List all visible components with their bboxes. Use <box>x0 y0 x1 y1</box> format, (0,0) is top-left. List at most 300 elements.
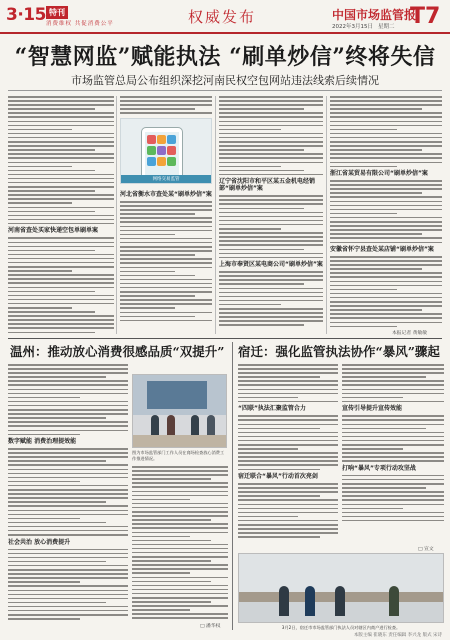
body-text-line <box>120 213 195 215</box>
special-issue-badge: 特刊 <box>46 6 68 19</box>
wenzhou-author: □ 潘华权 <box>200 624 221 629</box>
body-text-line <box>8 186 114 188</box>
body-text-line <box>330 229 442 231</box>
body-text-line <box>342 436 444 438</box>
body-text-line <box>120 299 212 301</box>
wenzhou-photo-caption: 图为市场监管部门工作人员在商场检查放心消费工作推进情况。 <box>132 450 225 461</box>
body-text-line <box>8 477 128 479</box>
body-text-line <box>330 121 442 123</box>
body-text-line <box>330 305 442 307</box>
body-text-line <box>330 281 442 283</box>
body-text-line <box>219 208 304 210</box>
body-text-line <box>219 300 323 302</box>
body-text-line <box>238 483 338 485</box>
body-text-line <box>330 184 442 186</box>
body-text-line <box>330 326 397 328</box>
body-text-line <box>330 317 442 319</box>
body-text-line <box>219 220 323 222</box>
body-text-line <box>238 444 338 446</box>
body-text-line <box>330 188 442 190</box>
body-text-line <box>8 270 72 272</box>
body-text-line <box>8 364 128 366</box>
body-text-line <box>342 448 403 450</box>
body-text-line <box>342 384 444 386</box>
body-text-line <box>219 203 323 205</box>
page-footer-credits: 本版主编 崔晓东 责任编辑 李兴龙 版式 宋诗 <box>353 633 442 638</box>
body-text-line <box>8 434 80 436</box>
body-text-line <box>120 275 195 277</box>
body-text-line <box>8 108 95 110</box>
body-text-line <box>132 499 190 501</box>
body-text-line <box>330 112 442 114</box>
suqian-subhead-2: 宿迁联合“暴风”行动首次亮剑 <box>238 473 318 481</box>
body-text-line <box>219 308 323 310</box>
body-text-line <box>8 618 80 620</box>
body-text-line <box>219 170 304 172</box>
body-text-line <box>342 380 444 382</box>
body-text-line <box>8 469 128 471</box>
body-text-line <box>342 483 444 485</box>
body-text-line <box>8 526 128 528</box>
body-text-line <box>219 312 323 314</box>
body-text-line <box>8 287 114 289</box>
body-text-line <box>330 217 442 219</box>
top-story-column-2-head <box>120 96 212 116</box>
body-text-line <box>120 262 212 264</box>
body-text-line <box>8 274 114 276</box>
body-text-line <box>8 372 128 374</box>
body-text-line <box>132 581 211 583</box>
body-text-line <box>8 565 128 567</box>
body-text-line <box>8 299 114 301</box>
suqian-headline: 宿迁：强化监管执法协作“暴风”骤起 <box>238 344 440 359</box>
body-text-line <box>8 510 128 512</box>
body-text-line <box>8 397 80 399</box>
body-text-line <box>330 272 442 274</box>
body-text-line <box>342 424 444 426</box>
body-text-line <box>8 460 106 462</box>
body-text-line <box>120 100 212 102</box>
body-text-line <box>8 145 114 147</box>
body-text-line <box>330 233 422 235</box>
suqian-author: □ 宣文 <box>418 547 434 552</box>
body-text-line <box>132 556 228 558</box>
body-text-line <box>8 174 114 176</box>
body-text-line <box>132 544 228 546</box>
wenzhou-subhead-1: 数字赋能 消费治理提效能 <box>8 438 77 446</box>
body-text-line <box>8 417 106 419</box>
body-text-line <box>238 504 338 506</box>
body-text-line <box>8 137 114 139</box>
body-text-line <box>8 505 128 507</box>
column-separator <box>215 96 216 334</box>
body-text-line <box>120 287 212 289</box>
body-text-line <box>330 205 442 207</box>
body-text-line <box>132 507 228 509</box>
box-title-hebei: 河北省衡水市查处某“刷单炒信”案 <box>120 191 212 198</box>
body-text-line <box>238 397 298 399</box>
body-text-line <box>219 112 323 114</box>
body-text-line <box>219 96 323 98</box>
box-title-zhejiang: 浙江省某贸易有限公司“刷单炒信”案 <box>330 170 428 178</box>
body-text-line <box>120 96 212 98</box>
body-text-line <box>8 602 106 604</box>
body-text-line <box>219 244 323 246</box>
body-text-line <box>120 242 212 244</box>
body-text-line <box>8 585 128 587</box>
body-text-line <box>342 499 444 501</box>
body-text-line <box>342 364 444 366</box>
body-text-line <box>8 295 114 297</box>
page-number: T7 <box>410 4 441 29</box>
body-text-line <box>8 121 114 123</box>
body-text-line <box>8 246 114 248</box>
body-text-line <box>342 397 403 399</box>
body-text-line <box>8 569 128 571</box>
body-text-line <box>8 401 128 403</box>
body-text-line <box>8 129 72 131</box>
body-text-line <box>342 504 444 506</box>
body-text-line <box>8 413 128 415</box>
body-text-line <box>342 440 444 442</box>
issue-date: 2022年3月15日 <box>332 24 373 30</box>
body-text-line <box>8 282 114 284</box>
body-text-line <box>132 609 190 611</box>
body-text-line <box>132 540 211 542</box>
wenzhou-column-1 <box>8 364 128 630</box>
body-text-line <box>8 456 128 458</box>
body-text-line <box>8 323 114 325</box>
body-text-line <box>330 141 442 143</box>
top-story-column-1 <box>8 96 114 334</box>
body-text-line <box>8 614 128 616</box>
body-text-line <box>219 288 323 290</box>
body-text-line <box>8 598 128 600</box>
body-text-line <box>132 597 228 599</box>
body-text-line <box>8 561 106 563</box>
body-text-line <box>330 285 442 287</box>
body-text-line <box>219 100 323 102</box>
body-text-line <box>120 303 212 305</box>
body-text-line <box>219 104 323 106</box>
wenzhou-subhead-2: 社会共治 放心消费提升 <box>8 538 71 546</box>
body-text-line <box>8 573 128 575</box>
body-text-line <box>238 469 320 471</box>
body-text-line <box>132 617 228 619</box>
body-text-line <box>342 444 444 446</box>
body-text-line <box>8 182 114 184</box>
column-separator <box>326 96 327 334</box>
box-title-shanghai: 上海市奉贤区某电商公司“刷单炒信”案 <box>219 261 323 269</box>
body-text-line <box>342 508 403 510</box>
body-text-line <box>219 271 323 273</box>
box-title-henan: 河南省查处买家快递空包单刷单案 <box>8 227 99 235</box>
body-text-line <box>238 460 338 462</box>
body-text-line <box>219 145 323 147</box>
wenzhou-inspection-photo <box>132 374 227 448</box>
body-text-line <box>238 436 338 438</box>
body-text-line <box>132 552 228 554</box>
body-text-line <box>238 464 338 466</box>
body-text-line <box>342 393 444 395</box>
body-text-line <box>219 236 323 238</box>
body-text-line <box>8 581 80 583</box>
body-text-line <box>8 577 128 579</box>
body-text-line <box>8 262 114 264</box>
body-text-line <box>330 209 442 211</box>
body-text-line <box>132 478 211 480</box>
body-text-line <box>219 133 323 135</box>
column-separator <box>232 342 233 630</box>
body-text-line <box>238 440 338 442</box>
body-text-line <box>8 452 128 454</box>
body-text-line <box>132 495 228 497</box>
body-text-line <box>132 589 228 591</box>
body-text-line <box>219 216 323 218</box>
body-text-line <box>132 523 228 525</box>
body-text-line <box>120 217 212 219</box>
body-text-line <box>8 178 114 180</box>
body-text-line <box>8 202 72 204</box>
body-text-line <box>342 376 426 378</box>
body-text-line <box>8 170 95 172</box>
body-text-line <box>238 368 338 370</box>
body-text-line <box>238 380 338 382</box>
body-text-line <box>330 289 397 291</box>
body-text-line <box>330 301 442 303</box>
body-text-line <box>120 104 212 106</box>
body-text-line <box>342 389 444 391</box>
body-text-line <box>8 166 72 168</box>
body-text-line <box>219 162 323 164</box>
body-text-line <box>330 293 442 295</box>
body-text-line <box>8 594 128 596</box>
body-text-line <box>120 234 175 236</box>
body-text-line <box>330 157 442 159</box>
issue-weekday: 星期二 <box>378 24 395 30</box>
body-text-line <box>330 264 442 266</box>
body-text-line <box>120 320 212 322</box>
body-text-line <box>342 372 444 374</box>
body-text-line <box>8 96 114 98</box>
body-text-line <box>330 108 422 110</box>
body-text-line <box>132 519 211 521</box>
body-text-line <box>342 475 444 477</box>
body-text-line <box>330 260 442 262</box>
body-text-line <box>120 267 212 269</box>
body-text-line <box>330 268 422 270</box>
body-text-line <box>8 311 95 313</box>
edition-label: 消费维权 共促消费公平 <box>46 21 114 27</box>
body-text-line <box>330 322 442 324</box>
suqian-column-2 <box>342 364 444 550</box>
body-text-line <box>8 198 114 200</box>
body-text-line <box>219 153 323 155</box>
top-subheadline: 市场监管总局公布组织深挖河南民权空包网站违法线索后续情况 <box>71 74 379 87</box>
body-text-line <box>330 309 422 311</box>
body-text-line <box>132 515 228 517</box>
body-text-line <box>238 491 338 493</box>
body-text-line <box>132 474 228 476</box>
body-text-line <box>8 125 114 127</box>
body-text-line <box>8 211 95 213</box>
body-text-line <box>8 389 128 391</box>
body-text-line <box>219 108 304 110</box>
body-text-line <box>238 520 338 522</box>
body-text-line <box>342 520 444 522</box>
body-text-line <box>219 324 304 326</box>
body-text-line <box>8 522 106 524</box>
body-text-line <box>8 497 128 499</box>
body-text-line <box>8 219 114 221</box>
body-text-line <box>219 320 323 322</box>
body-text-line <box>8 380 128 382</box>
body-text-line <box>219 116 323 118</box>
body-text-line <box>8 242 114 244</box>
body-text-line <box>8 194 114 196</box>
body-text-line <box>8 530 128 532</box>
body-text-line <box>8 223 114 225</box>
body-text-line <box>219 157 323 159</box>
body-text-line <box>238 528 338 530</box>
body-text-line <box>238 415 338 417</box>
body-text-line <box>120 238 212 240</box>
body-text-line <box>238 456 338 458</box>
wenzhou-headline: 温州：推动放心消费很感品质“双提升” <box>10 344 225 359</box>
body-text-line <box>342 419 444 421</box>
body-text-line <box>238 428 320 430</box>
body-text-line <box>330 137 442 139</box>
body-text-line <box>132 605 228 607</box>
body-text-line <box>8 448 128 450</box>
body-text-line <box>120 279 212 281</box>
body-text-line <box>238 487 338 489</box>
body-text-line <box>8 315 114 317</box>
body-text-line <box>8 207 114 209</box>
divider <box>8 90 442 91</box>
body-text-line <box>219 174 323 176</box>
body-text-line <box>132 601 211 603</box>
body-text-line <box>219 195 323 197</box>
body-text-line <box>330 145 442 147</box>
body-text-line <box>132 470 228 472</box>
mobile-shopping-illustration <box>120 118 212 184</box>
body-text-line <box>8 368 128 370</box>
body-text-line <box>8 425 128 427</box>
body-text-line <box>342 415 444 417</box>
special-date: 3·15 <box>6 5 46 25</box>
body-text-line <box>132 491 228 493</box>
top-story-column-2 <box>120 188 212 334</box>
body-text-line <box>8 254 114 256</box>
body-text-line <box>219 129 281 131</box>
body-text-line <box>8 514 128 516</box>
suqian-photo-caption: 3月2日，宿迁市市场监管部门执法人员对辖区内商户进行检查。 <box>281 625 401 630</box>
body-text-line <box>238 516 298 518</box>
body-text-line <box>330 180 442 182</box>
body-text-line <box>8 250 95 252</box>
body-text-line <box>8 291 95 293</box>
body-text-line <box>8 518 80 520</box>
body-text-line <box>8 489 128 491</box>
body-text-line <box>8 501 106 503</box>
body-text-line <box>8 610 128 612</box>
body-text-line <box>120 258 212 260</box>
body-text-line <box>330 196 442 198</box>
body-text-line <box>8 332 95 334</box>
body-text-line <box>330 237 442 239</box>
body-text-line <box>238 508 338 510</box>
body-text-line <box>219 125 323 127</box>
body-text-line <box>219 149 304 151</box>
body-text-line <box>132 548 228 550</box>
body-text-line <box>219 253 323 255</box>
body-text-line <box>8 430 128 432</box>
body-text-line <box>330 153 442 155</box>
body-text-line <box>330 162 442 164</box>
body-text-line <box>342 401 444 403</box>
body-text-line <box>8 384 128 386</box>
body-text-line <box>8 258 114 260</box>
body-text-line <box>238 419 338 421</box>
body-text-line <box>8 481 80 483</box>
body-text-line <box>219 275 323 277</box>
body-text-line <box>219 121 323 123</box>
body-text-line <box>132 585 228 587</box>
body-text-line <box>238 524 338 526</box>
body-text-line <box>330 129 397 131</box>
top-story-column-4 <box>330 96 442 334</box>
body-text-line <box>219 212 323 214</box>
body-text-line <box>330 213 397 215</box>
body-text-line <box>120 201 212 203</box>
body-text-line <box>342 432 444 434</box>
body-text-line <box>330 225 442 227</box>
suqian-subhead-3: 宣传引导提升宣传效能 <box>342 405 403 413</box>
body-text-line <box>330 133 442 135</box>
column-separator <box>116 96 117 334</box>
body-text-line <box>342 487 426 489</box>
body-text-line <box>8 141 114 143</box>
wenzhou-column-2 <box>132 466 228 630</box>
body-text-line <box>219 228 281 230</box>
box-title-anhui: 安徽省怀宁县查处某店铺“刷单炒信”案 <box>330 246 434 253</box>
body-text-line <box>219 232 323 234</box>
body-text-line <box>238 424 338 426</box>
section-title: 权威发布 <box>188 8 257 26</box>
body-text-line <box>8 464 128 466</box>
body-text-line <box>132 536 190 538</box>
masthead <box>0 0 450 34</box>
body-text-line <box>120 254 195 256</box>
body-text-line <box>8 493 128 495</box>
body-text-line <box>8 266 114 268</box>
body-text-line <box>219 316 323 318</box>
body-text-line <box>238 384 338 386</box>
top-story-author: 本报记者 黄敏敏 <box>392 331 428 336</box>
body-text-line <box>330 166 397 168</box>
body-text-line <box>132 572 190 574</box>
body-text-line <box>132 564 228 566</box>
body-text-line <box>238 393 338 395</box>
body-text-line <box>238 452 338 454</box>
body-text-line <box>342 491 444 493</box>
body-text-line <box>120 250 212 252</box>
body-text-line <box>120 312 212 314</box>
body-text-line <box>219 279 323 281</box>
body-text-line <box>132 613 228 615</box>
body-text-line <box>238 432 338 434</box>
